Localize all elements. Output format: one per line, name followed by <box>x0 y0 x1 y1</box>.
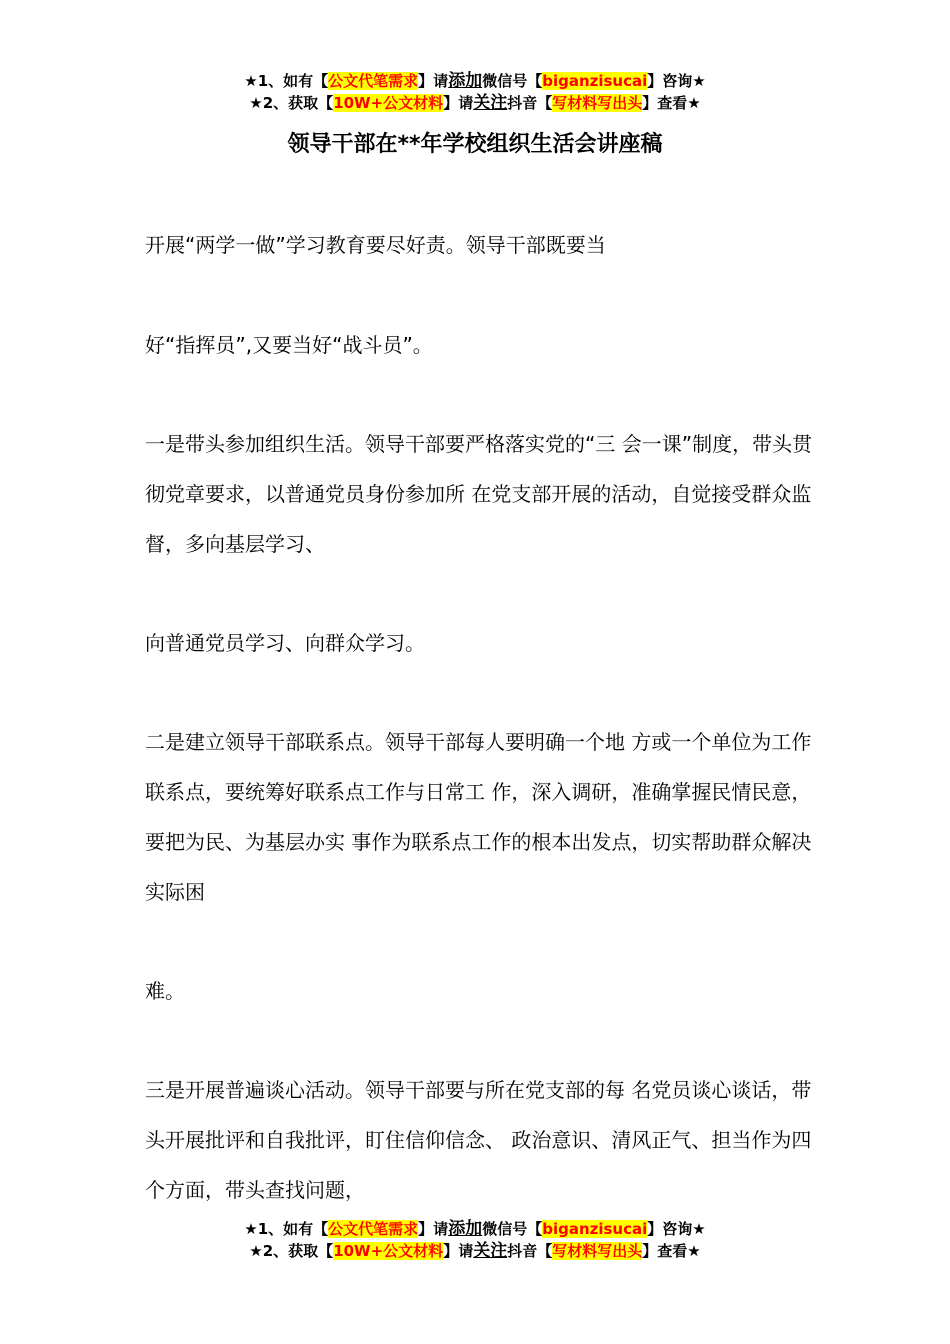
paragraph-point-1-cont: 向普通党员学习、向群众学习。 <box>145 631 425 655</box>
banner-text: 微信号【 <box>482 72 543 90</box>
banner-highlight: biganzisucai <box>542 72 648 90</box>
banner-highlight: 公文代笔需求 <box>328 72 419 90</box>
banner-text: ★1、如有【 <box>244 72 329 90</box>
footer-banner <box>0 1218 950 1262</box>
banner-text: 】查看★ <box>642 1242 701 1260</box>
banner-text: ★2、获取【 <box>249 94 334 112</box>
banner-text: ★2、获取【 <box>249 1242 334 1260</box>
banner-text: 】请 <box>418 72 449 90</box>
banner-text: 抖音【 <box>507 1242 553 1260</box>
paragraph-intro-cont: 好“指挥员”,又要当好“战斗员”。 <box>145 333 433 357</box>
banner-text: 微信号【 <box>482 1220 543 1238</box>
paragraph-point-1: 一是带头参加组织生活。领导干部要严格落实党的“三 会一课”制度，带头贯彻党章要求，以普通党员身份参加所 在党支部开展的活动，自觉接受群众监督，多向基层学习、 <box>145 432 813 556</box>
banner-emphasis: 关注 <box>473 1241 508 1261</box>
banner-line-1 <box>0 70 950 92</box>
banner-highlight: 写材料写出头 <box>552 94 643 112</box>
banner-highlight: biganzisucai <box>542 1220 648 1238</box>
paragraph-intro: 开展“两学一做”学习教育要尽好责。领导干部既要当 <box>145 233 606 257</box>
banner-emphasis: 添加 <box>448 71 483 91</box>
banner-emphasis: 关注 <box>473 93 508 113</box>
banner-text: 】请 <box>418 1220 449 1238</box>
paragraph-point-3: 三是开展普遍谈心活动。领导干部要与所在党支部的每 名党员谈心谈话，带头开展批评和自我批评，盯住信仰信念、 政治意识、清风正气、担当作为四个方面，带头查找问题， <box>145 1078 812 1202</box>
banner-line-2 <box>0 92 950 114</box>
banner-highlight: 公文代笔需求 <box>328 1220 419 1238</box>
banner-line-2 <box>0 1240 950 1262</box>
banner-text: 】咨询★ <box>647 72 706 90</box>
banner-text: 抖音【 <box>507 94 553 112</box>
banner-highlight: 写材料写出头 <box>552 1242 643 1260</box>
paragraph-point-2-cont: 难。 <box>145 979 185 1003</box>
banner-text: ★1、如有【 <box>244 1220 329 1238</box>
page-title: 领导干部在**年学校组织生活会讲座稿 <box>287 132 663 157</box>
banner-text: 】咨询★ <box>647 1220 706 1238</box>
paragraph-point-2: 二是建立领导干部联系点。领导干部每人要明确一个地 方或一个单位为工作联系点，要统筹好联系点工作与日常工 作，深入调研，准确掌握民情民意，要把为民、为基层办实 事作为联系点工作的根本出发点，切实帮助群众解决实际困 <box>145 730 812 904</box>
banner-highlight: 10W+公文材料 <box>333 1242 444 1260</box>
banner-text: 】请 <box>443 94 474 112</box>
banner-text: 】请 <box>443 1242 474 1260</box>
banner-emphasis: 添加 <box>448 1219 483 1239</box>
header-banner <box>0 70 950 114</box>
banner-highlight: 10W+公文材料 <box>333 94 444 112</box>
banner-line-1 <box>0 1218 950 1240</box>
banner-text: 】查看★ <box>642 94 701 112</box>
